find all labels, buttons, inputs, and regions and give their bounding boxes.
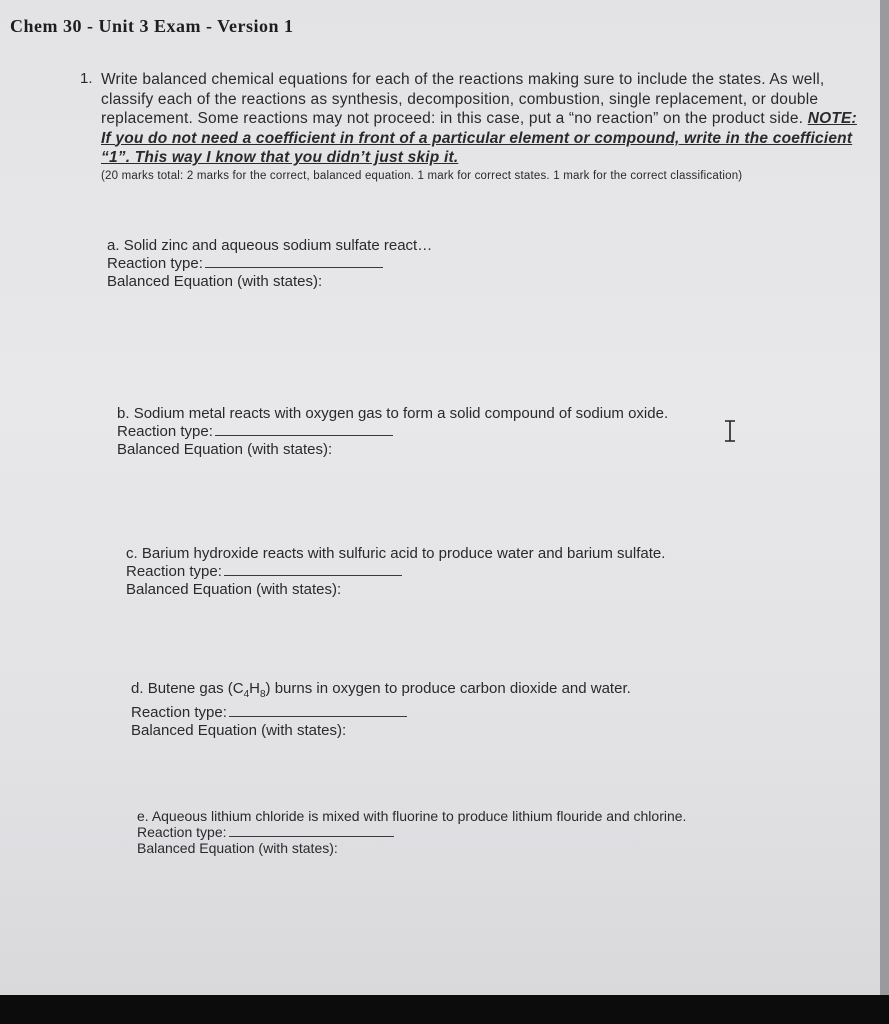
part-a-equation-label: Balanced Equation (with states): [107, 273, 323, 290]
part-d-reaction-type-line [229, 716, 407, 717]
part-a-text: Solid zinc and aqueous sodium sulfate react… [123, 237, 433, 254]
part-a-reaction-type-label: Reaction type: [107, 255, 203, 272]
part-a-letter: a. [107, 237, 120, 254]
part-b [117, 405, 668, 459]
part-c-letter: c. [126, 545, 138, 562]
part-b-reaction-type-label: Reaction type: [117, 423, 213, 440]
screen-bezel-bottom [0, 995, 889, 1024]
part-d-text-mid: H [249, 680, 260, 697]
part-d-reaction-type-label: Reaction type: [131, 704, 227, 721]
part-d-text-before: Butene gas (C [147, 680, 244, 697]
part-e-equation-label: Balanced Equation (with states): [137, 840, 338, 856]
part-b-text: Sodium metal reacts with oxygen gas to form a solid compound of sodium oxide. [133, 405, 669, 422]
part-d-text [147, 680, 631, 700]
part-e-letter: e. [137, 808, 149, 824]
part-e-reaction-type-label: Reaction type: [137, 824, 227, 840]
part-a-reaction-type-line [205, 267, 383, 268]
part-b-letter: b. [117, 405, 130, 422]
part-e-reaction-type-line [229, 836, 394, 837]
part-b-equation-label: Balanced Equation (with states): [117, 441, 333, 458]
question-body [101, 70, 861, 184]
part-d-sub-carbon: 4 [243, 689, 250, 700]
part-c-equation-label: Balanced Equation (with states): [126, 581, 342, 598]
page-title: Chem 30 - Unit 3 Exam - Version 1 [10, 16, 294, 36]
part-d-sub-hydrogen: 8 [259, 689, 266, 700]
question-text: Write balanced chemical equations for each of the reactions making sure to include the states. As well, classify each of the reactions as synthesis, decomposition, combustion, single replacement, or double replacement. Some reactions may not proceed: in this case, put a “no reaction” on the product side. [101, 71, 825, 127]
part-c-text: Barium hydroxide reacts with sulfuric acid to produce water and barium sulfate. [141, 545, 666, 562]
part-b-reaction-type-line [215, 435, 393, 436]
part-e [137, 808, 686, 856]
part-d-equation-label: Balanced Equation (with states): [131, 722, 347, 739]
text-cursor-icon [722, 420, 738, 442]
question-number: 1. [80, 70, 93, 87]
part-d-letter: d. [131, 680, 144, 697]
part-e-text: Aqueous lithium chloride is mixed with fluorine to produce lithium flouride and chlorine. [151, 808, 687, 824]
part-c [126, 545, 665, 599]
part-c-reaction-type-line [224, 575, 402, 576]
question-note: NOTE: If you do not need a coefficient in front of a particular element or compound, write in the coefficient “1”. This way I know that you didn’t just skip it. [101, 110, 857, 166]
part-a [107, 237, 432, 291]
part-c-reaction-type-label: Reaction type: [126, 563, 222, 580]
part-d-text-after: ) burns in oxygen to produce carbon dioxide and water. [265, 680, 631, 697]
marks-breakdown: (20 marks total: 2 marks for the correct, balanced equation. 1 mark for correct states. 1 mark for the correct classification) [101, 169, 743, 182]
screen-bezel-right [880, 0, 889, 995]
part-d [131, 680, 631, 740]
